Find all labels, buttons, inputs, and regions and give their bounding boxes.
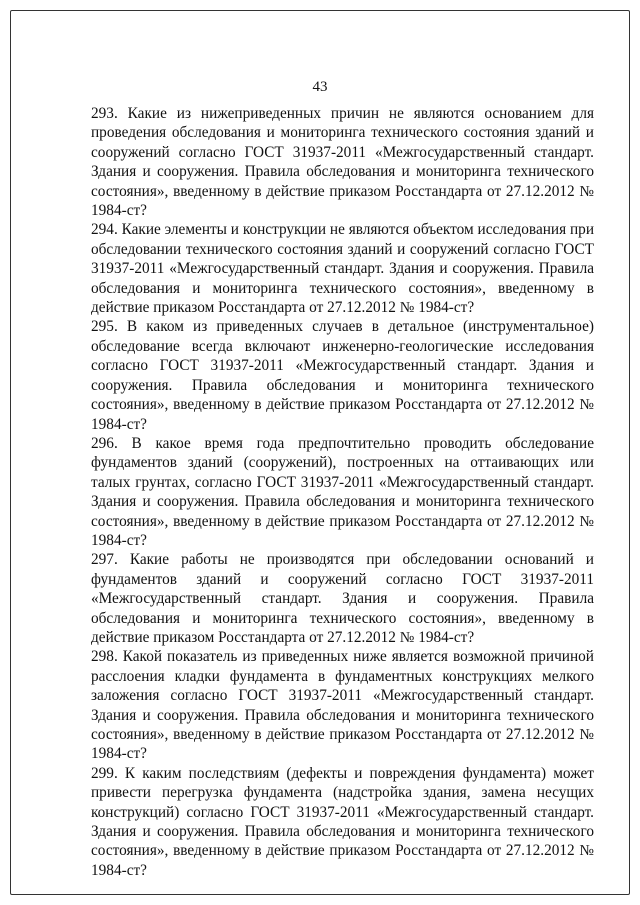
question-293: 293. Какие из нижеприведенных причин не являются основанием для проведения обследования и мониторинга технического состояния зданий и сооружений согласно ГОСТ 31937-2011 «Межгосударственный стандарт. Здания и сооружения. Правила обследования и мониторинга технического состояния», введенному в действие приказом Росстандарта от 27.12.2012 № 1984-ст? (91, 105, 594, 220)
question-list (91, 104, 594, 880)
question-298: 298. Какой показатель из приведенных ниже является возможной причиной расслоения кладки фундамента в фундаментных конструкциях мелкого заложения согласно ГОСТ 31937-2011 «Межгосударственный стандарт. Здания и сооружения. Правила обследования и мониторинга технического состояния», введенному в действие приказом Росстандарта от 27.12.2012 № 1984-ст? (91, 648, 594, 763)
question-299: 299. К каким последствиям (дефекты и повреждения фундамента) может привести перегрузка фундамента (надстройка здания, замена несущих конструкций) согласно ГОСТ 31937-2011 «Межгосударственный стандарт. Здания и сооружения. Правила обследования и мониторинга технического состояния», введенному в действие приказом Росстандарта от 27.12.2012 № 1984-ст? (91, 764, 594, 879)
question-297: 297. Какие работы не производятся при обследовании оснований и фундаментов зданий и сооружений согласно ГОСТ 31937-2011 «Межгосударственный стандарт. Здания и сооружения. Правила обследования и мониторинга технического состояния», введенному в действие приказом Росстандарта от 27.12.2012 № 1984-ст? (91, 551, 594, 646)
question-295: 295. В каком из приведенных случаев в детальное (инструментальное) обследование всегда включают инженерно-геологические исследования согласно ГОСТ 31937-2011 «Межгосударственный стандарт. Здания и сооружения. Правила обследования и мониторинга технического состояния», введенному в действие приказом Росстандарта от 27.12.2012 № 1984-ст? (91, 318, 594, 433)
question-296: 296. В какое время года предпочтительно проводить обследование фундаментов зданий (сооружений), построенных на оттаивающих или талых грунтах, согласно ГОСТ 31937-2011 «Межгосударственный стандарт. Здания и сооружения. Правила обследования и мониторинга технического состояния», введенному в действие приказом Росстандарта от 27.12.2012 № 1984-ст? (91, 434, 594, 549)
page-number: 43 (312, 79, 328, 95)
question-294: 294. Какие элементы и конструкции не являются объектом исследования при обследовании технического состояния зданий и сооружений согласно ГОСТ 31937-2011 «Межгосударственный стандарт. Здания и сооружения. Правила обследования и мониторинга технического состояния», введенному в действие приказом Росстандарта от 27.12.2012 № 1984-ст? (91, 221, 594, 317)
